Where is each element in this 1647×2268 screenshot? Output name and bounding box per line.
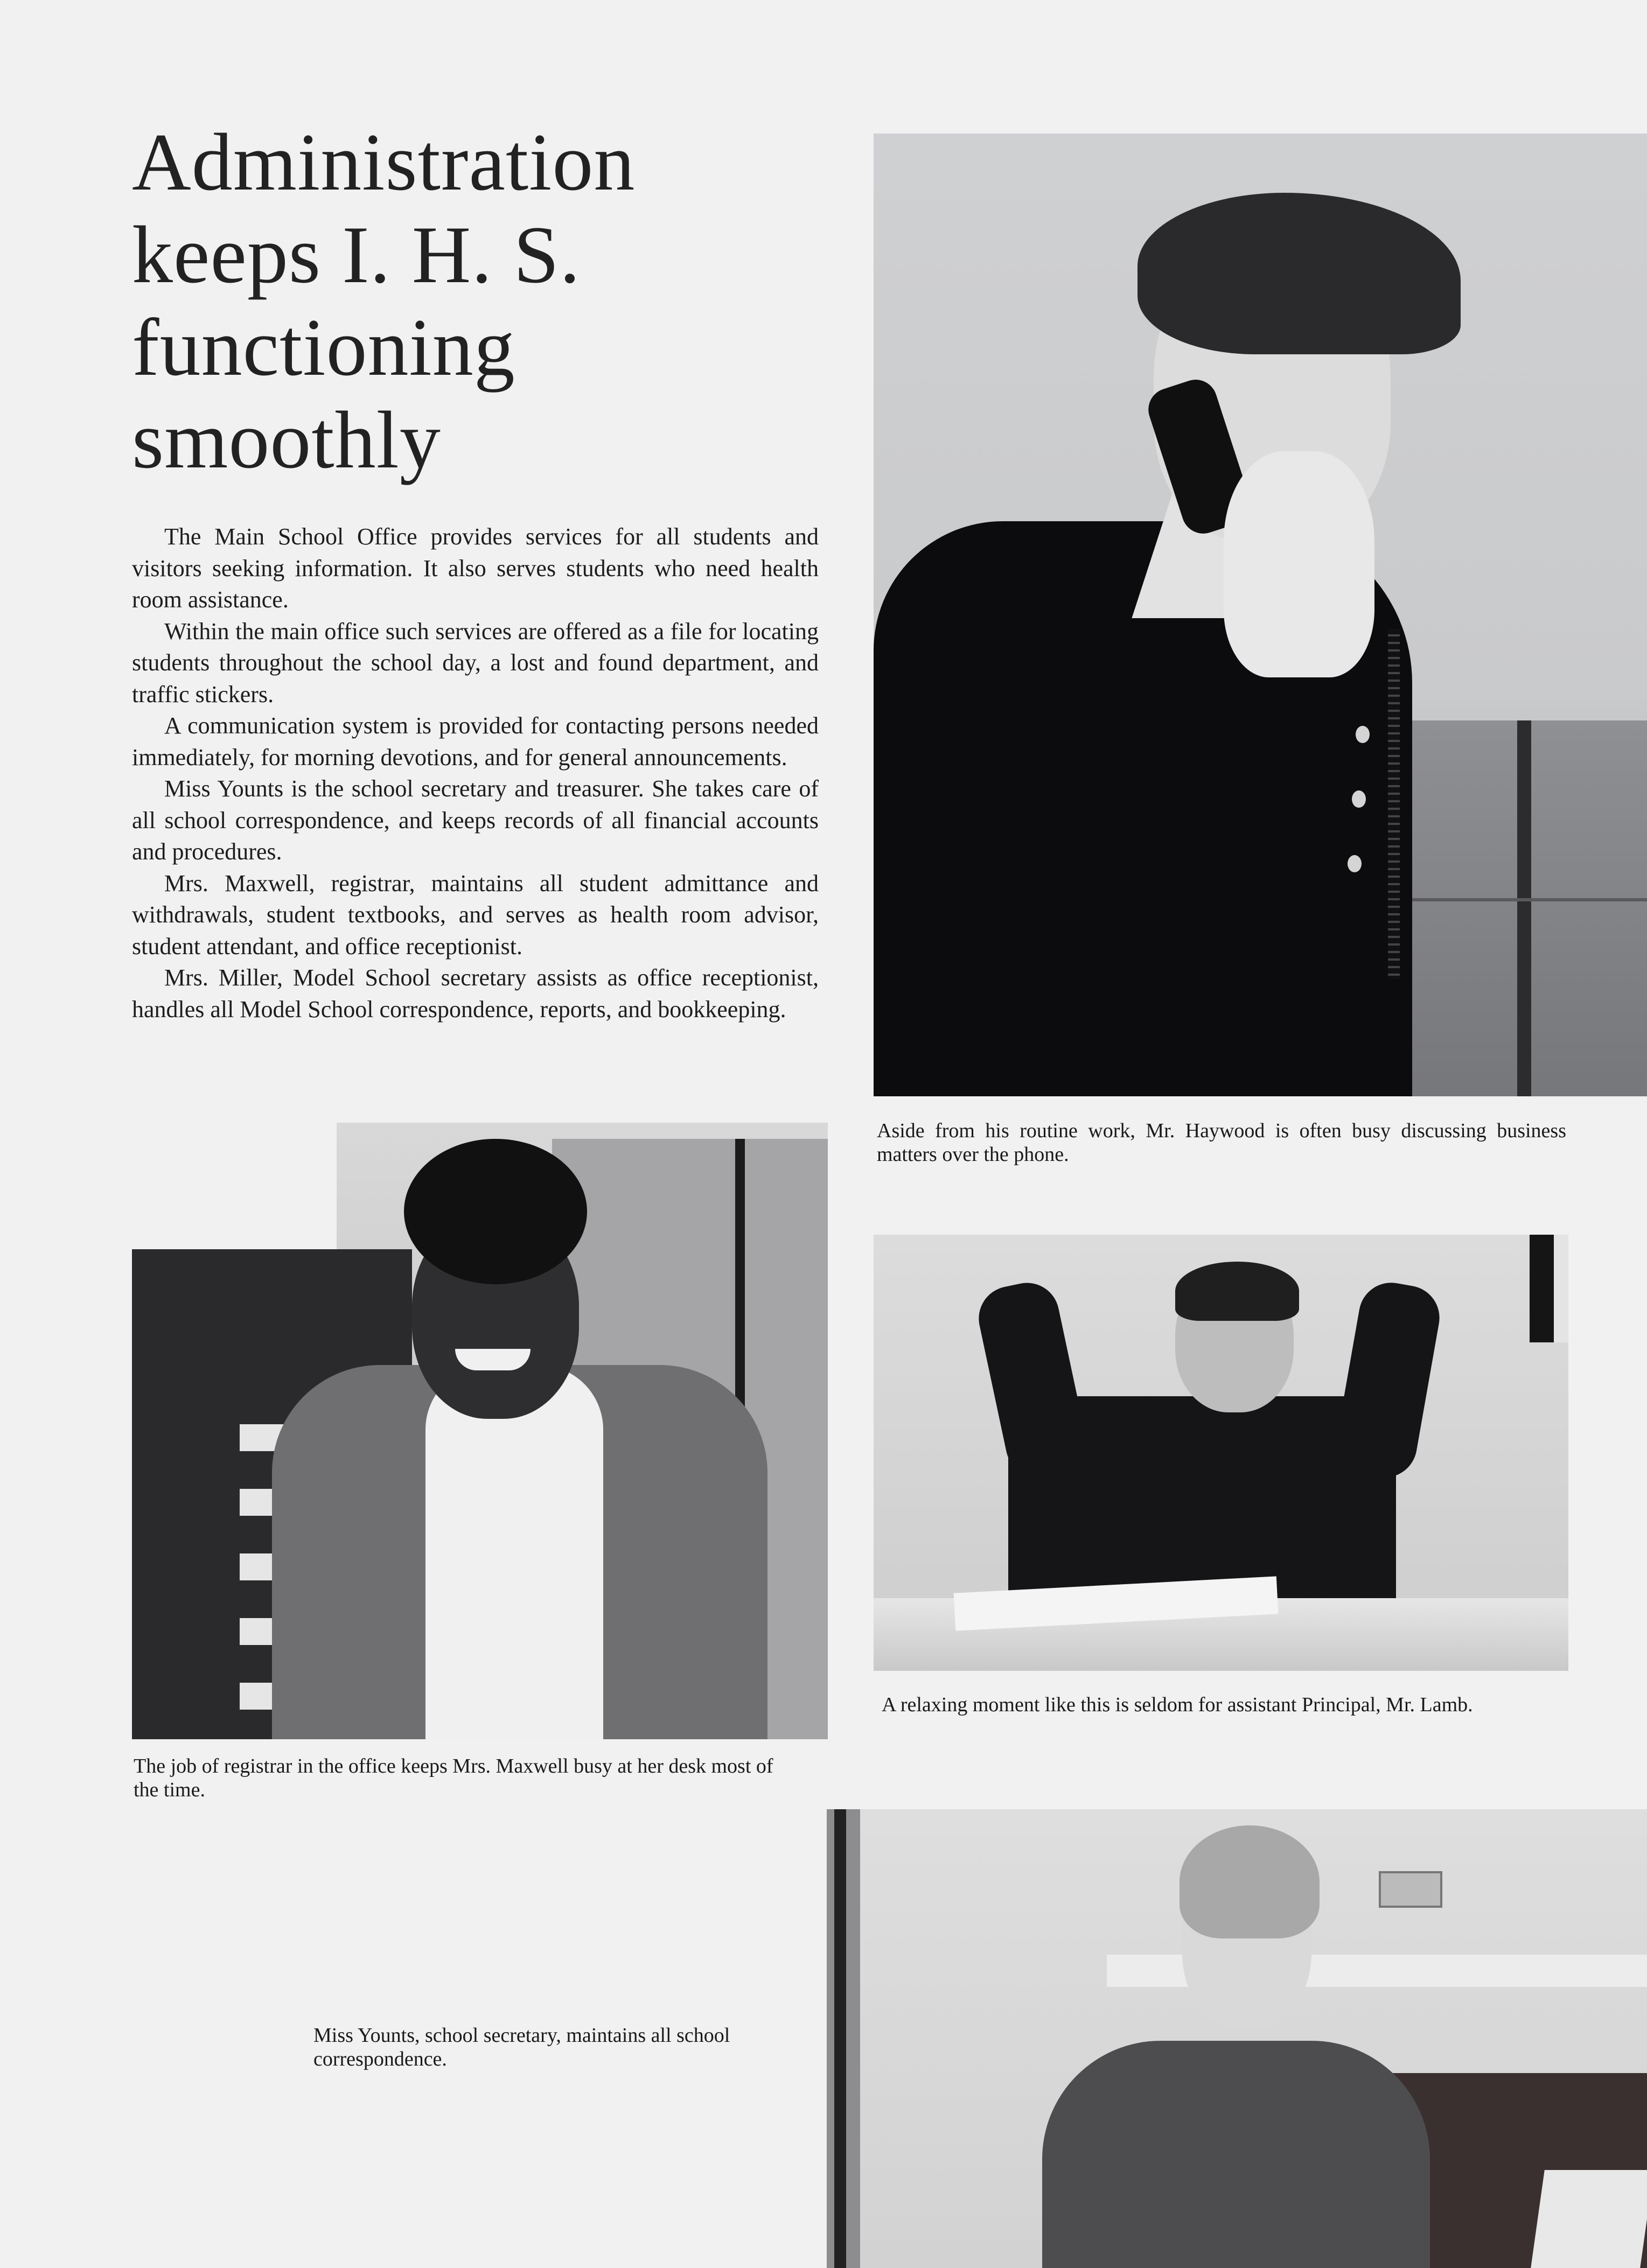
- white-blouse: [425, 1365, 603, 1739]
- cabinet-divider: [1399, 898, 1647, 901]
- caption-younts: Miss Younts, school secretary, maintains all school correspondence.: [313, 2024, 730, 2070]
- suit-button: [1348, 855, 1362, 872]
- photo-maxwell-desk: [132, 1117, 828, 1739]
- photo-lamb-relaxing: [874, 1235, 1568, 1671]
- photo-younts-desk: [827, 1809, 1647, 2268]
- caption-maxwell: The job of registrar in the office keeps Mrs. Maxwell busy at her desk most of the time.: [134, 1755, 773, 1801]
- suit-button: [1356, 726, 1370, 743]
- paragraph-services: Within the main office such services are offered as a file for locating students throughout the school day, a lost and found department, and traffic stickers.: [132, 618, 819, 708]
- cabinet-divider: [1517, 720, 1531, 1096]
- wall-frame-edge: [1554, 1235, 1568, 1342]
- photo-haywood-phone: [874, 134, 1647, 1096]
- title-line-1: Administration: [132, 117, 636, 207]
- caption-haywood: Aside from his routine work, Mr. Haywood is often busy discussing business matters over the phone.: [877, 1119, 1566, 1166]
- typewriter: [1531, 2170, 1647, 2268]
- hair: [1180, 1825, 1320, 1938]
- article-body: [132, 521, 819, 1025]
- cardigan: [1042, 2041, 1430, 2268]
- paragraph-miller: Mrs. Miller, Model School secretary assists as office receptionist, handles all Model School correspondence, reports, and bookkeeping.: [132, 964, 819, 1023]
- suit-button: [1352, 790, 1366, 808]
- hair: [1137, 193, 1461, 354]
- paragraph-communication: A communication system is provided for contacting persons needed immediately, for morning devotions, and for general announcements.: [132, 712, 819, 771]
- wall-frame: [1530, 1235, 1554, 1342]
- paragraph-main-office: The Main School Office provides services for all students and visitors seeking information. It also serves students who need health room assistance.: [132, 523, 819, 613]
- paragraph-maxwell: Mrs. Maxwell, registrar, maintains all student admittance and withdrawals, student textbooks, and serves as health room advisor, student attendant, and office receptionist.: [132, 870, 819, 960]
- caption-lamb: A relaxing moment like this is seldom for assistant Principal, Mr. Lamb.: [882, 1693, 1473, 1716]
- page-title: [132, 116, 832, 486]
- title-line-4: smoothly: [132, 395, 441, 485]
- hair: [404, 1139, 587, 1284]
- hair: [1175, 1262, 1299, 1321]
- smile: [455, 1349, 531, 1370]
- phone-cord: [1388, 629, 1400, 979]
- title-line-2: keeps I. H. S.: [132, 209, 581, 300]
- hand: [1224, 451, 1374, 677]
- title-line-3: functioning: [132, 302, 515, 393]
- door-edge: [834, 1809, 846, 2268]
- wall-outlet-icon: [1379, 1871, 1442, 1908]
- paragraph-younts: Miss Younts is the school secretary and treasurer. She takes care of all school correspondence, and keeps records of all financial accounts and procedures.: [132, 775, 819, 865]
